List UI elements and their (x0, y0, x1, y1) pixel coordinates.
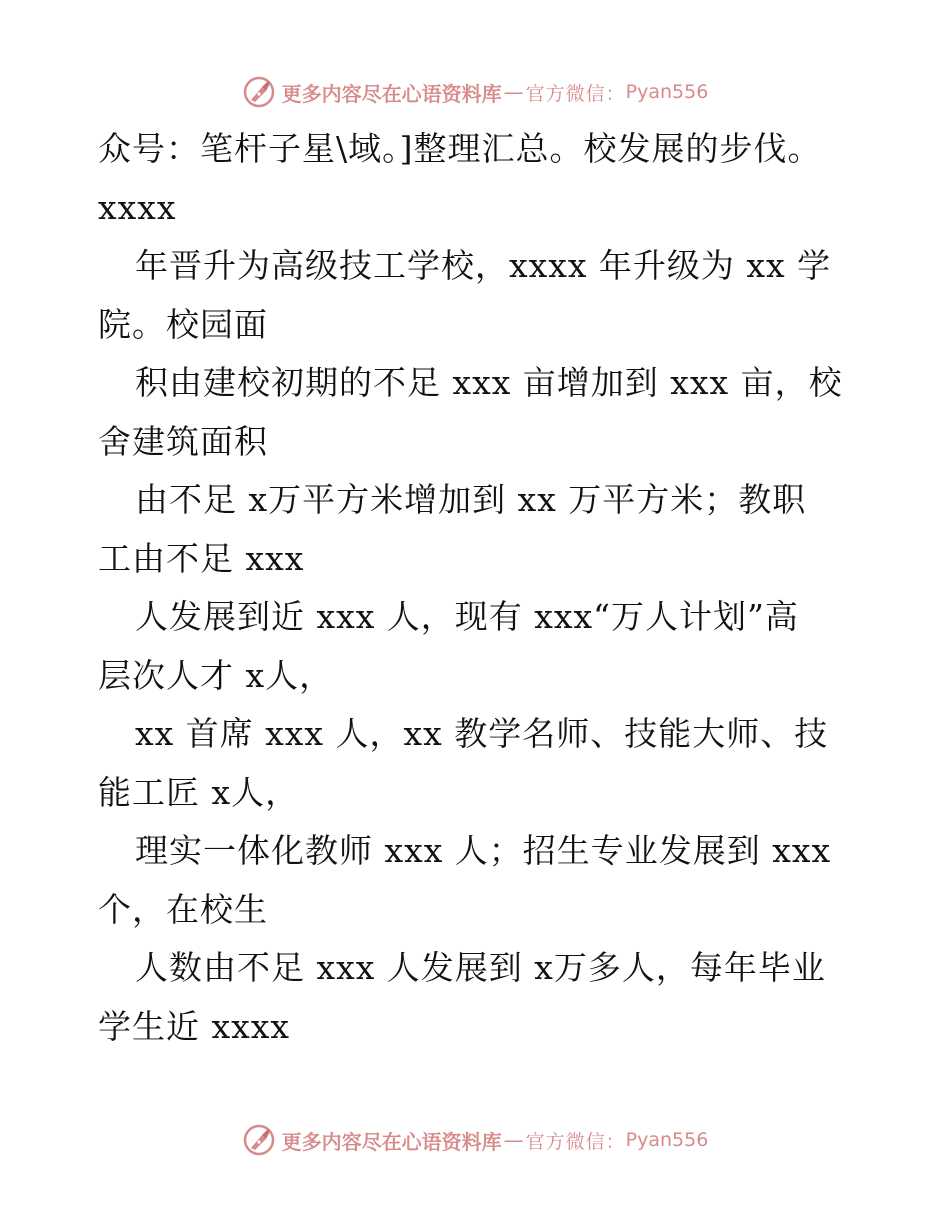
pen-nib-logo-icon (242, 75, 276, 109)
watermark-id: Pyan556 (625, 1129, 709, 1151)
text-line: 学生近 xxxx (98, 1006, 290, 1046)
watermark-id: Pyan556 (625, 81, 709, 103)
watermark-cn-text: 更多内容尽在心语资料库 (281, 1129, 502, 1154)
pen-nib-logo-icon (242, 1123, 276, 1157)
footer-watermark (0, 1120, 950, 1160)
text-line: 理实一体化教师 xxx 人；招生专业发展到 xxx (135, 831, 832, 870)
text-line: 积由建校初期的不足 xxx 亩增加到 xxx 亩，校 (135, 363, 843, 402)
text-line: 人数由不足 xxx 人发展到 x万多人，每年毕业 (135, 948, 826, 987)
text-line: xx 首席 xxx 人，xx 教学名师、技能大师、技 (135, 714, 829, 753)
text-line: 由不足 x万平方米增加到 xx 万平方米；教职 (135, 480, 807, 519)
document-body (98, 120, 858, 1056)
text-line: 个，在校生 (98, 889, 268, 929)
watermark-cn-text: 更多内容尽在心语资料库 (281, 81, 502, 106)
text-line: 众号：笔杆子星\域。]整理汇总。校发展的步伐。 (98, 129, 822, 168)
watermark-dash: — (503, 80, 524, 104)
text-line: 工由不足 xxx (98, 538, 305, 578)
watermark-label: 官方微信： (525, 1130, 626, 1153)
text-line: xxxx (98, 187, 177, 227)
text-line: 层次人才 x人， (98, 655, 334, 695)
watermark-label: 官方微信： (525, 82, 626, 105)
text-line: 院。校园面 (98, 304, 268, 344)
text-line: 舍建筑面积 (98, 421, 268, 461)
text-line: 年晋升为高级技工学校，xxxx 年升级为 xx 学 (135, 246, 832, 285)
text-line: 人发展到近 xxx 人，现有 xxx“万人计划”高 (135, 597, 799, 636)
text-line: 能工匠 x人， (98, 772, 300, 812)
header-watermark (0, 72, 950, 112)
watermark-dash: — (503, 1128, 524, 1152)
